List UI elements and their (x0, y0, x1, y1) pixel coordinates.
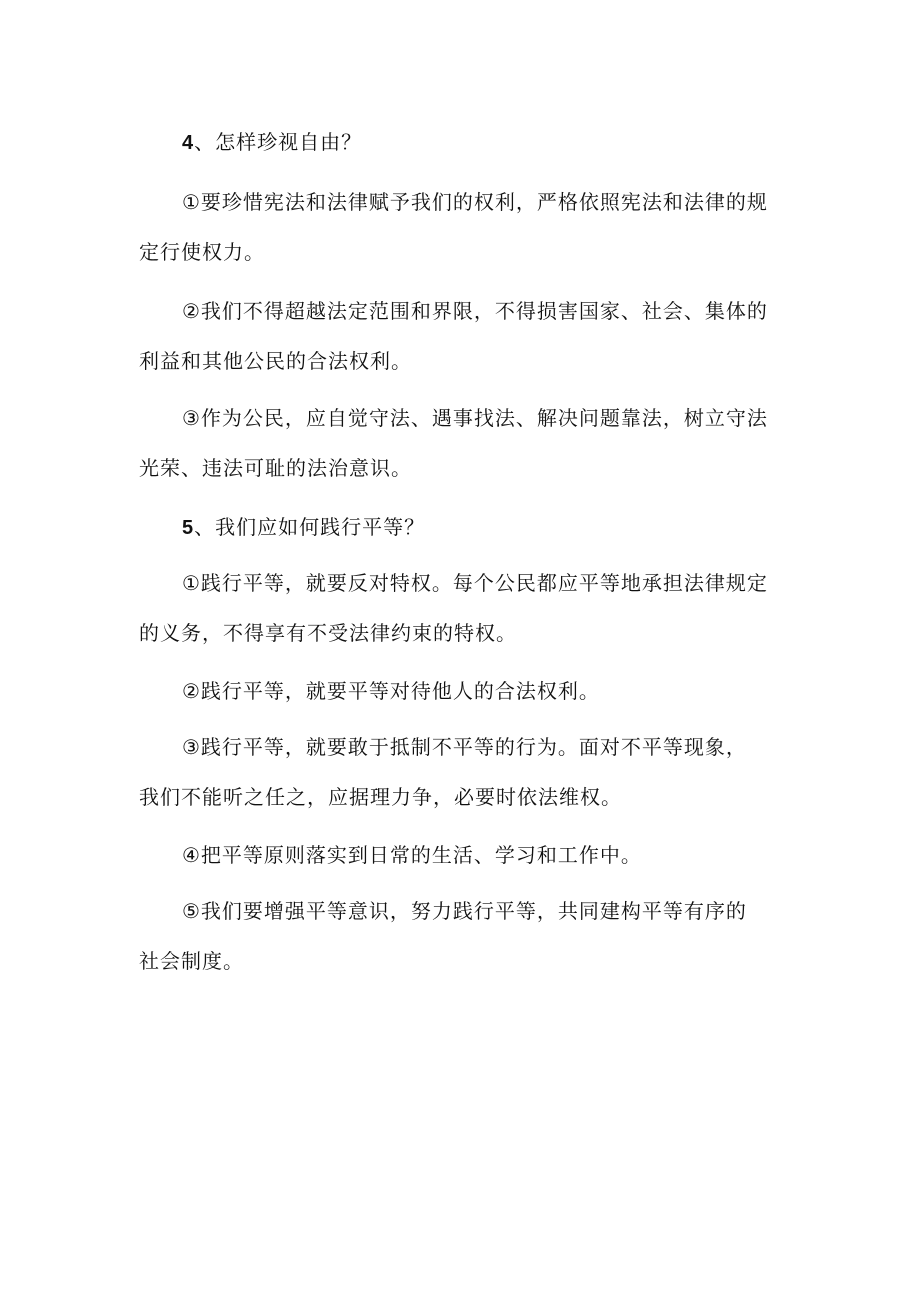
section-4-item-3-line-1: ③作为公民，应自觉守法、遇事找法、解决问题靠法，树立守法 (182, 406, 768, 430)
section-5-question: 、我们应如何践行平等？ (194, 515, 426, 539)
section-5-item-5-line-1: ⑤我们要增强平等意识，努力践行平等，共同建构平等有序的 (182, 899, 747, 923)
section-5-item-1-line-1: ①践行平等，就要反对特权。每个公民都应平等地承担法律规定 (182, 571, 768, 595)
section-5-item-1-line-2: 的义务，不得享有不受法律约束的特权。 (139, 621, 517, 645)
section-5-item-2-line-1: ②践行平等，就要平等对待他人的合法权利。 (182, 679, 600, 703)
section-5-number: 5 (182, 517, 195, 539)
section-5-item-3-line-2: 我们不能听之任之，应据理力争，必要时依法维权。 (139, 785, 622, 809)
section-4-item-1-line-1: ①要珍惜宪法和法律赋予我们的权利，严格依照宪法和法律的规 (182, 190, 768, 214)
section-5-item-3-line-1: ③践行平等，就要敢于抵制不平等的行为。面对不平等现象， (182, 735, 747, 759)
section-4-heading (182, 127, 362, 158)
section-5-item-5-line-2: 社会制度。 (139, 949, 244, 973)
section-4-item-3-line-2: 光荣、违法可耻的法治意识。 (139, 456, 412, 480)
section-4-question: 、怎样珍视自由？ (194, 130, 363, 154)
section-4-item-2-line-2: 利益和其他公民的合法权利。 (139, 349, 412, 373)
section-4-item-2-line-1: ②我们不得超越法定范围和界限，不得损害国家、社会、集体的 (182, 299, 768, 323)
section-4-number: 4 (182, 132, 195, 154)
section-5-heading (182, 512, 425, 543)
section-5-item-4-line-1: ④把平等原则落实到日常的生活、学习和工作中。 (182, 843, 642, 867)
section-4-item-1-line-2: 定行使权力。 (139, 240, 265, 264)
